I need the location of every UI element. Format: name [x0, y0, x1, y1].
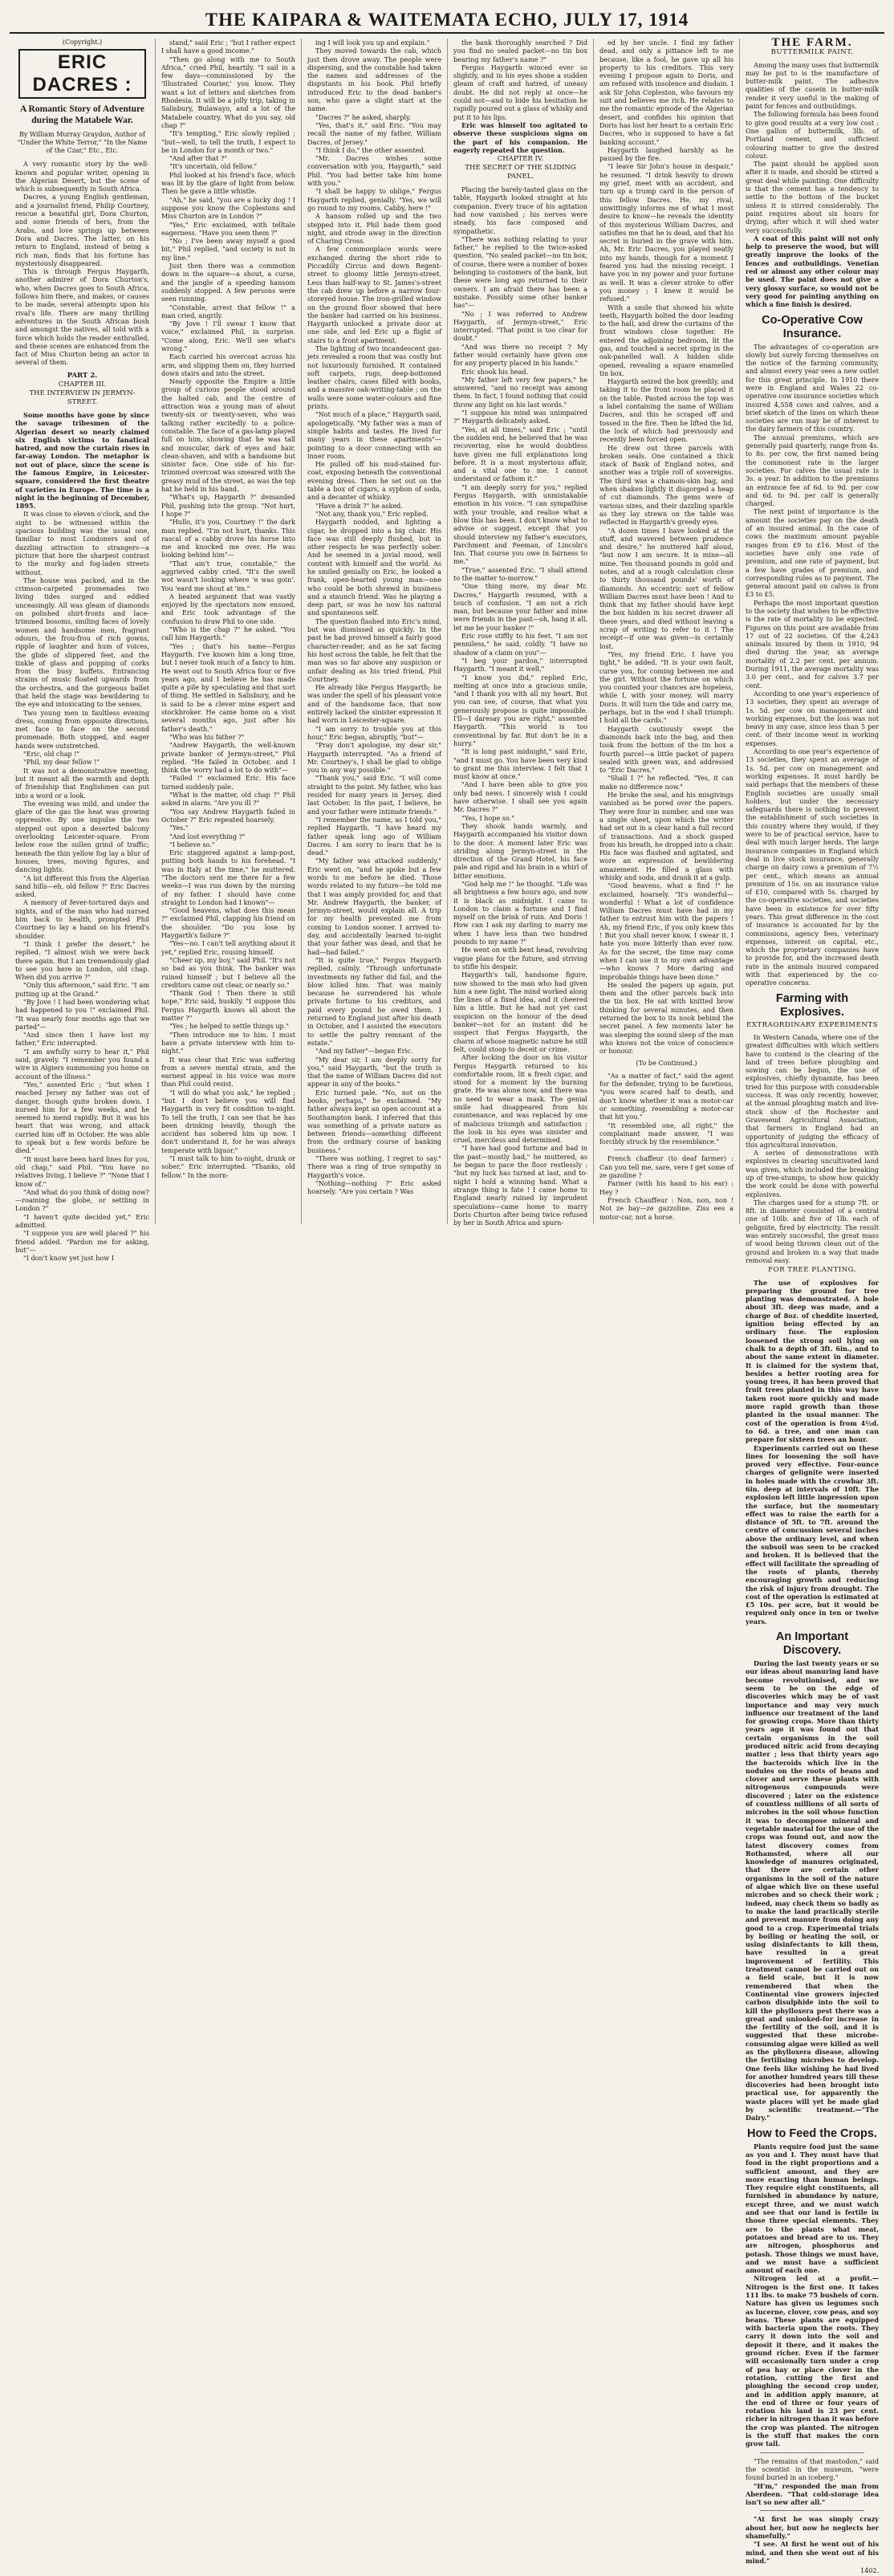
story-paragraph: "Then go along with me to South Africa," cried Phil, heartily. "I sail in a few days—commissioned by the 'Illustrated Courier,' you know. They want a lot of letters and sketches from Rhodesia. It will be a jolly trip, taking in Salisbury, Bulawayo, and a lot of the Matabele country. What do you say, old chap ?": [161, 55, 295, 129]
story-paragraph: "I don't know yet just how I: [23, 1254, 114, 1263]
serial-title: ERIC DACRES :: [18, 49, 146, 99]
story-paragraph: "One thing more, my dear Mr. Dacres," Haygarth resumed, with a touch of confusion. "I am not a rich man, but because your father and mine were friends in the past—oh, hang it all, let me be your banker !": [453, 582, 587, 632]
story-paragraph: "And what do you think of doing now?—roaming the globe, or settling in London ?": [15, 1187, 149, 1213]
story-paragraph: He already like Fergus Haygarth; he was under the spell of his pleasant voice and of the handsome face, that now entirely lacked the sinister expression it had worn in Leicester-square.: [307, 683, 441, 725]
feed-crops-title: How to Feed the Crops.: [747, 2126, 877, 2140]
farm-paragraph: In Western Canada, where one of the greatest difficulties with which settlers have to contend is the clearing of the land of trees before ploughing and sowing can be begun, the use of explosives, chiefly dynamite, has been tried for this purpose with considerable success. It was only recently, however, at the annual ploughing match and live-stock show of the Rochester and Gravesend Agricultural Association, that farmers in England had an opportunity of judging the efficacy of this agricultural innovation.: [746, 1032, 879, 1149]
story-paragraph: "Then introduce me to him. I must have a private interview with him to-night.": [161, 1030, 295, 1056]
chapter-title: THE SECRET OF THE SLIDING PANEL.: [465, 164, 576, 181]
divider: [760, 2510, 864, 2511]
story-paragraph: "Thank you," said Eric. "I will come straight to the point. My father, who has resided for many years in Jersey, died last October. In the past, I believe, he and your father were intimate friends.": [307, 774, 441, 816]
story-paragraph: "I haven't quite decided yet," Eric admitted.: [15, 1212, 149, 1229]
story-paragraph: "It is quite true," Fergus Haygarth replied, calmly. "Through unfortunate investments my father did fail, and the blow killed him. That was mainly because he surrendered his whole private fortune to his creditors, and paid every pound he owed them. I returned to England just after his death in October, and I assisted the executors to settle the paltry remnant of the estate.": [307, 955, 441, 1047]
story-paragraph: "My dear sir, I am deeply sorry for you," said Haygarth, "but the truth is that the name of William Dacres did not appear in any of the books.": [307, 1055, 441, 1089]
story-paragraph: He went on with bent head, revolving vague plans for the future, and striving to stifle his despair.: [453, 946, 587, 971]
story-paragraph: "Not any, thank you," Eric replied.: [315, 509, 429, 518]
chapter-heading: CHAPTER III.: [58, 380, 107, 389]
story-paragraph: "Yes.": [169, 824, 189, 832]
story-paragraph: "Dacres ?" he asked, sharply.: [315, 112, 412, 121]
farm-paragraph: Plants require food just the same as you and I. They must have that food in the right proportions and a sufficient amount, and they are more exacting than human beings. They require eight constituents, all furnished in abundance by nature, except three, and we must watch and see that our land is fertile in those three special elements. They are to the plants what meat, potatoes and bread are to us. They are nitrogen, phosphorus and potash. Those things we must have, and we must have a sufficient amount of each one.: [746, 2142, 879, 2275]
joke-paragraph: "H'm," responded the man from Aberdeen. "That cold-storage idea isn't so new after all.": [746, 2481, 879, 2507]
story-paragraph: "Thank God ! Then there is still hope," Eric said, huskily. "I suppose this Fergus Haygarth knows all about the matter ?": [161, 989, 295, 1023]
story-paragraph: ed by her uncle. I find my father dead, and only a pittance left to me because, like a fool, he gave up all his property to his creditors. This very evening I propose again to Doris, and am refused with insolence and disdain. I ask Sir John Copleston, who favours my suit and believes me rich. He relates to me the romantic episode of the Algerian desert, and confides his opinion that Doris has lost her heart to a certain Eric Dacres, who is supposed to have a fat banking account.": [599, 39, 733, 146]
story-paragraph: "You say Andrew Haygarth failed in October ?" Eric repeated hoarsely.: [161, 807, 295, 824]
joke-paragraph: "As a matter of fact," said the agent for the defender, trying to be facetious, "you were scared half to death, and don't know whether it was a motor-car or something, resembling a motor-car that hit you.": [599, 1071, 733, 1121]
story-paragraph: A memory of fever-tortured days and nights, and of the man who had nursed him back to health, prompted Phil Courtney to lay a hand on his friend's shoulder.: [15, 898, 149, 940]
story-paragraph: Just then there was a commotion down in the square—a shout, a curse, and the jangle of a speeding hansom suddenly stopped. A few persons were seen running.: [161, 262, 295, 303]
story-paragraph: Eric was himself too agitated to observe these suspicious signs on the part of his companion. He eagerly repeated the question.: [453, 120, 587, 154]
columns: [10, 36, 884, 2575]
farm-paragraph: According to one year's experience of 13 societies, they spent an average of 1s. 5d. per cow on management and working expenses. It must hardly be said perhaps that the members of these English societies are usually small holders, but under the necessary safeguards there is nothing to prevent the establishment of such societies in this country where they would, if they were to be of practical service, have to deal with much larger herds. The large insurance companies in England which deal in live stock insurance, generally charge on dairy cows a premium of 7½ per cent., which means an annual premium of 15s. on an insurance value of £10, compared with 5s. charged by the co-operative societies, and societies have been in existence for over fifty years. This great difference in the cost of insurance is accounted for by the commissions, agency fees, veterinary expenses, interest on capital, etc., which the proprietary companies have to provide for, and the increased death rate in the animals insured compared with that experienced by the co-operative concerns.: [746, 747, 879, 987]
story-paragraph: "And after that ?": [169, 154, 228, 163]
story-paragraph: It was close to eleven o'clock, and the sight to be witnessed within the spacious building was the usual one, familiar to most Londoners and of dazzling attraction to strangers—a picture that bore the sharpest contrast to the murky and fog-laden streets without.: [15, 510, 149, 576]
story-paragraph: He drew out three parcels with broken seals. One contained a thick stack of Bank of England notes, and another was a triple roll of sovereigns. The third was a chamois-skin bag, and when shaken lightly it disgorged a heap of cut diamonds. The gems were of various sizes, and their dazzling sparkle as they lay strewn on the table was reflected in Haygarth's greedy eyes.: [599, 443, 733, 527]
masthead: THE KAIPARA & WAITEMATA ECHO, JULY 17, 1914: [10, 8, 884, 34]
divider: [760, 2452, 864, 2453]
story-paragraph: Eric shook his head.: [461, 367, 529, 376]
story-paragraph: "True," assented Eric. "I shall attend to the matter to-morrow.": [453, 565, 587, 582]
story-paragraph: "And was there no receipt ? My father would certainly have given one for any property placed in his hands.": [453, 342, 587, 368]
story-paragraph: "I believe so.": [169, 840, 215, 848]
story-paragraph: After locking the door on his visitor Fergus Haygarth returned to his comfortable room, lit a fresh cigar, and stood for a moment by the burning grate. He was alone now, and there was no need to wear a mask. The genial smile had disappeared from his countenance, and was replaced by one of malicious triumph and satisfaction ; the look in his eyes was sinister and cruel, merciless and determined.: [453, 1053, 587, 1145]
story-paragraph: "What is the matter, old chap ?" Phil asked in alarm. "Are you ill ?": [161, 791, 295, 808]
story-paragraph: "And I have been able to give you only bad news. I sincerely wish I could have otherwise. I shall see you again Mr. Dacres ?": [453, 780, 587, 814]
story-paragraph: A heated argument that was vastly enjoyed by the spectators now ensued, and Eric took advantage of the confusion to draw Phil to one side.: [161, 592, 295, 625]
part-heading: PART 2.: [67, 371, 98, 380]
story-paragraph: "Eric, old chap !": [23, 750, 80, 759]
discovery-title: An Important Discovery.: [775, 1630, 849, 1658]
story-paragraph: "It is long past midnight," said Eric, "and I must go. You have been very kind to grant me this interview. I felt that I must know at once.": [453, 747, 587, 781]
intro-paragraph: Dacres, a young English gentleman, and a journalist friend, Philip Courtney, rescue a beautiful girl, Dora Churton, and some friends of hers, from the Arabs, and love springs up between Dora and Dacres. The latter, on his return to England, instead of being a rich man, finds that his fortune has mysteriously disappeared.: [15, 193, 149, 267]
joke-paragraph: French Chauffeur : Non, non, non ! Not ze hay—ze gazzoline. Ziss ees a motor-car, not a horse.: [599, 1195, 733, 1221]
story-paragraph: "Who was his father ?": [169, 732, 245, 741]
story-paragraph: "No ; I was referred to Andrew Haygarth, of Jermyn-street," Eric interrupted. "That point is too clear for doubt.": [453, 309, 587, 343]
story-paragraph: "Good heavens, what does this mean ?" exclaimed Phil, clapping his friend on the shoulder. "Do you lose by Haygarth's failure ?": [161, 906, 295, 940]
story-paragraph: "I think I prefer the desert," he replied. "I almost wish we were back there again. But I am tremendously glad to see you here in London, old chap. When did you arrive ?": [15, 939, 149, 982]
story-paragraph: "I shall be happy to oblige," Fergus Haygarth replied, genially. "Yes, we will go round to my rooms. Cabby, here !": [307, 187, 441, 212]
column-2: [156, 39, 302, 1224]
story-paragraph: "No ; I've been away myself a good bit," Phil replied, "and society is not in my line.": [161, 237, 295, 262]
story-paragraph: Two young men in faultless evening dress, coming from opposite directions, met face to face on the second promenade. Both stopped, and eager hands were outstretched.: [15, 708, 149, 750]
story-paragraph: "I think I do," the other assented.: [315, 145, 426, 154]
story-paragraph: "I remember the name, as I told you," replied Haygarth. "I have heard my father speak long ago of William Dacres. I am sorry to learn that he is dead.": [307, 815, 441, 857]
story-paragraph: "I am awfully sorry to hear it," Phil said, gravely. "I remember you found a wire in Algiers summoning you home on account of the illness.": [15, 1047, 149, 1080]
farm-paragraph: The charges used for a stump 7ft. or 8ft. in diameter consisted of a central one of 10lb. and five of 1lb. each of gelignite, fired by electricity. The result was entirely successful, the great mass of wood being thrown clean out of the ground and broken in a way that made removal easy.: [746, 1198, 879, 1264]
story-paragraph: He sealed the papers up again, put them and the other parcels back into the tin box. He sat with knitted brow thinking for several minutes, and then returned the box to its nook behind the secret panel. A few moments later he was sleeping the sound sleep of the man who knows not the voice of conscience or honour.: [599, 980, 733, 1056]
story-paragraph: "Who is the chap ?" he asked. "You call him Haygarth.": [161, 625, 295, 642]
buttermilk-paint-title: BUTTERMILK PAINT.: [770, 48, 854, 57]
story-paragraph: "Yes—no. I can't tell anything about it yet," replied Eric, rousing himself.: [161, 939, 295, 956]
story-paragraph: stand," said Eric ; "but I rather expect I shall have a good income.": [161, 39, 295, 55]
explosives-subtitle: EXTRAORDINARY EXPERIMENTS: [746, 1020, 878, 1029]
story-paragraph: With a smile that showed his white teeth, Haygarth bolted the door leading to the hall, and drew the curtains of the front windows close together. He entered the adjoining bedroom, lit the gas, and touched a secret spring in the oak-panelled wall. A hidden slide opened, revealing a square enamelled tin box.: [599, 303, 733, 377]
story-paragraph: Haygarth nodded, and lighting a cigar, he dropped into a big chair. His face was still deeply flushed, but in other respects he was perfectly sober. And he seemed in a jovial mood, well content with himself and the world. As he smiled genially on Eric, he looked a frank, open-hearted young man—one who could be both shrewd in business and a staunch friend. Was he playing a deep part, or was he now his natural and spontaneous self.: [307, 518, 441, 617]
farm-paragraph: The annual premiums, which are generally paid quarterly, range from 4s. to 8s. per cow, the first named being the commonest rate in the larger societies. For calves the usual rate is 3s. a year. In addition to the premiums an entrance fee of 6d. to 9d. per cow and 6d. to 9d. per calf is generally charged.: [746, 433, 879, 508]
chapter-heading: CHAPTER IV.: [497, 155, 544, 164]
story-paragraph: "Shall I ?" he reflected. "Yes, it can make no difference now.": [599, 774, 733, 791]
story-paragraph: "Yes, that's it," said Eric. "You may recall the name of my father, William Dacres, of Jersey.": [307, 120, 441, 146]
story-paragraph: "Yes ; he helped to settle things up.": [169, 1022, 290, 1031]
story-paragraph: "I leave Sir John's house in despair," he resumed. "I drink heavily to drown my grief, meet with an accident, and turn up a trump card in the person of this fellow Dacres. He, my rival, unwittingly informs me of what I most desire to know—he reveals the identity of this mysterious William Dacres, and satisfies me that he is dead, and that his secret is buried in the grave with him. Ah, Mr. Eric Dacres, you played neatly into my hands, though for a moment I feared you had the missing receipt. I have you in my power and your fortune as well. It was a clever stroke to offer you money ; I knew it would be refused.": [599, 162, 733, 303]
story-paragraph: Haygarth laughed harshly as he paused by the fire.: [599, 145, 733, 163]
farm-paragraph: The advantages of co-operation are slowly but surely forcing themselves on the notice of the farming community, and almost every year sees a new outlet for this great principle. In 1910 there were in England and Wales 22 co-operative cow insurance societies which insured 4,558 cows and calves, and a brief sketch of the lines on which these societies are run may be of interest to the dairy farmers of this country.: [746, 342, 879, 433]
chapter-title: THE INTERVIEW IN JERMYN-STREET.: [29, 389, 136, 406]
story-paragraph: "Constable, arrest that fellow !" a man cried, angrily.: [161, 303, 295, 319]
story-paragraph: "By Jove ! I'll swear I know that voice," exclaimed Phil, in surprise. "Come along, Eric. We'll see what's wrong.": [161, 319, 295, 352]
byline: By William Murray Graydon, Author of "Under the White Terror," "In the Name of the Czar," Etc., Etc.: [17, 131, 148, 155]
story-paragraph: "It's uncertain, old fellow.": [169, 162, 258, 171]
story-paragraph: "I suppose you are well placed ?" his friend added. "Pardon me for asking, but"—: [15, 1229, 149, 1254]
story-paragraph: "What's up, Haygarth ?" demanded Phil, pushing into the group. "Not hurt, I hope ?": [161, 493, 295, 518]
joke-paragraph: Farmer (with his hand to his ear) : Hey ?: [599, 1179, 733, 1196]
story-paragraph: "Yes," assented Eric ; "but when I reached Jersey my father was out of danger, though quite broken down. I nursed him for a few weeks, and he seemed to mend rapidly. But it was his heart that was wrong, and attack carried him off in October. He was able to speak but a few words before he died.": [15, 1080, 149, 1155]
story-paragraph: They shook hands warmly, and Haygarth accompanied his visitor down to the door. A moment later Eric was striding along Jermyn-street in the direction of the Grand Hotel, his face pale and rigid and his brain in a whirl of bitter emotions.: [453, 821, 587, 880]
story-paragraph: Nearly opposite the Empire a little group of curious people stood around the halted cab, and the centre of attraction was a young man of about twenty-six or twenty-seven, who was talking rather excitedly to a police-constable. The face of a gas-lamp played full on him, showing that he was tall and muscular, dark of eyes and hair, clean-shaven, and with a handsome but sinister face. One side of his fur-trimmed overcoat was smeared with the greasy mud of the street, as was the top hat he held in his hand.: [161, 377, 295, 494]
story-paragraph: Placing the barely-tasted glass on the table, Haygarth looked straight at his companion. Every trace of his agitation had now vanished ; his nerves were steady, his face composed and sympathetic.: [453, 185, 587, 235]
story-paragraph: It was clear that Eric was suffering from a severe mental strain, and the earnest appeal in his voice was more than Phil could resist.: [161, 1055, 295, 1089]
farm-paragraph: Among the many uses that buttermilk may be put to is the manufacture of butter-milk paint. The adhesive qualities of the casein in butter-milk render it very useful in the making of paint for fences and outbuildings.: [746, 60, 879, 111]
farm-paragraph: The following formula has been found to give good results at a very low cost : One gallon of buttermilk, 3lb. of Portland cement, and sufficient colouring matter to give the desired colour.: [746, 110, 879, 160]
column-1: [10, 39, 156, 1263]
story-paragraph: "By Jove ! I had been wondering what had happened to you !" exclaimed Phil. "It was nearly four months ago that we parted"—: [15, 997, 149, 1031]
farm-paragraph: A coat of this paint will not only help to preserve the wood, but will greatly improve the looks of the fences and outbuildings. Venetian red or almost any other colour may be used. The paint does not give a very glossy surface, so would not be very good for painting anything on which a fine finish is desired.: [746, 234, 879, 309]
story-paragraph: "A bit different this from the Algerian sand hills—eh, old fellow ?" Eric Dacres asked.: [15, 873, 149, 899]
story-paragraph: "My father left very few papers," he answered, "and no receipt was among them. In fact, I found nothing that could throw any light on his last words.": [453, 375, 587, 409]
story-paragraph: the bank thoroughly searched ? Did you find no sealed packet—no tin box bearing my father's name ?": [453, 39, 587, 63]
story-paragraph: "Hullo, it's you, Courtney !" the dark man replied. "I'm not hurt, thanks. This rascal of a cabby drove his horse into me and knocked me over. He was looking behind him"—: [161, 518, 295, 560]
story-paragraph: Each carried his overcoat across his arm, and slipping them on, they hurried down stairs and into the street.: [161, 352, 295, 377]
story-paragraph: "I am deeply sorry for you," replied Fergus Haygarth, with unmistakable emotion in his voice. "I can sympathise with your trouble, and realise what a blow this has been. I don't know what to advise or suggest, except that you should interview my father's executors, Parchment and Feeman, of Lincoln's Inn. That course you owe in fairness to me.": [453, 482, 587, 566]
story-paragraph: "There was nothing, I regret to say." There was a ring of true sympathy in Haygarth's voice.: [307, 1154, 441, 1179]
farm-paragraph: The use of explosives for preparing the ground for tree planting was demonstrated. A hole about 3ft. deep was made, and a charge of 8oz. of cheddite inserted, ignition being effected by an ordinary fuse. The explosion loosened the strong soil lying on chalk to a depth of 3ft. 6in., and to about the same extent in diameter. It is claimed for the system that, besides a better rooting area for young trees, it has been proved that fruit trees planted in this way have taken root more quickly and made more rapid growth than those planted in the usual manner. The cost of the operation is from 4½d. to 6d. a tree, and one man can prepare for sixteen trees an hour.: [746, 1278, 879, 1444]
coop-insurance-title: Co-Operative Cow Insurance.: [762, 313, 863, 340]
story-paragraph: "Not much of a place," Haygarth said, apologetically. "My father was a man of simple habits and tastes. He lived for many years in these apartments"—pointing to a door connecting with an inner room.: [307, 410, 441, 460]
story-paragraph: "It's tempting," Eric slowly replied ; "but—well, to tell the truth, I expect to be in London for a month or two.": [161, 129, 295, 154]
copyright-line: (Copyright.): [62, 39, 103, 46]
story-paragraph: Eric staggered against a lamp-post, putting both hands to his forehead. "I was in Italy at the time," he muttered. "The doctors sent me there for a few weeks—I was run down by the nursing of my father. I should have come straight to London had I known"—: [161, 848, 295, 906]
story-paragraph: "I will do what you ask," he replied ; "but I don't believe you will find Haygarth in very fit condition to-night. To tell the truth, I can see that he has been drinking heavily, though the accident has sobered him up now. I don't understand it, for he was always temperate with liquor.": [161, 1088, 295, 1154]
story-paragraph: "Only this afternoon," said Eric. "I am putting up at the Grand.": [15, 981, 149, 998]
farm-heading: THE FARM.: [771, 36, 853, 49]
story-paragraph: "I have had good fortune and bad in the past—mostly bad," he muttered, as he began to pace the floor restlessly : "but my luck has turned at last, and to-night I hold a winning hand. What a strange thing is fate ! I came home to England nearly ruined by imprudent speculations—came home to marry Doris Churton after being twice refused by her in South Africa and spurn-: [453, 1144, 587, 1227]
joke-paragraph: French chaffeur (to deaf farmer) : Can you tell me, sare, vere I get some of ze gazoline ?: [599, 1154, 733, 1180]
story-paragraph: "Yes, I hope so.": [461, 813, 515, 822]
story-paragraph: "There was nothing relating to your father," he replied to the twice-asked question. "No sealed packet—no tin box, of course, there were a number of boxes belonging to customers of the bank, but these were long ago returned to their owners. I am afraid there has been a mistake. Possibly some other banker has"—: [453, 234, 587, 310]
column-3: [302, 39, 448, 1224]
story-paragraph: "My father was attacked suddenly," Eric went on, "and he spoke but a few words to me before he died. Those words related to my future—he told me that I was amply provided for, and that Mr. Andrew Haygarth, the banker, of Jermyn-street, would explain all. A trip for my health prevented me from coming to London sooner. I arrived to-day, and accidentally learned to-night that your father was dead, and that he had—had failed.": [307, 857, 441, 956]
story-paragraph: "Yes," Eric exclaimed, with telltale eagerness. "Have you seen them ?": [161, 220, 295, 237]
story-paragraph: Haygarth seized the box greedily, and taking it to the front room he placed it on the table. Pasted across the top was a label containing the name of William Dacres, and this he scraped off and tossed in the fire. Then he lifted the lid, the lock of which had previously and recently been forced open.: [599, 377, 733, 444]
column-5: [594, 39, 740, 1224]
joke-paragraph: "I see. At first he went out of his mind, and then she went out of his mind.": [746, 2540, 879, 2565]
story-paragraph: Fergus Haygarth winced ever so slightly, and in his eyes shone a sudden gleam of craft and hatred, of uneasy doubt. He did not reply at once—he could not—and to hide his hesitation he rapidly poured out a glass of whisky and put it to his lips.: [453, 63, 587, 121]
to-be-continued: (To be Continued.): [636, 1058, 697, 1067]
story-paragraph: Eric rose stiffly to his feet. "I am not penniless," he said, coldly. "I have no shadow of a claim on you"—: [453, 632, 587, 657]
story-paragraph: ing I will look you up and explain.": [315, 39, 430, 47]
joke-paragraph: "At first he was simply crazy about her, but now he neglects her shamefully.": [746, 2515, 879, 2541]
story-paragraph: The house was packed, and in the crimson-carpeted promenades two living tides surged and eddied unceasingly. All was gleam of diamonds on polished shirt-fronts and lace-trimmed bosoms, smiling faces of lovely women and handsome men, fragrant odours, the frou-frou of rich gowns, ripple of laughter and hum of voices, the glide of slippered feet, and the tinkle of glass and popping of corks from the busy buffets. Entrancing strains of music floated upwards from the orchestra, and the gorgeous ballet that held the stage was bewildering to the eye and intoxicating to the senses.: [15, 576, 149, 709]
column-6: [740, 36, 884, 2575]
story-paragraph: It was not a demonstrative meeting, but it meant all the warmth and depth of friendship that Englishmen can put into a word or a look.: [15, 766, 149, 800]
story-paragraph: "I must talk to him to-night, drunk or sober," Eric interrupted. "Thanks, old fellow." In the morn-: [161, 1154, 295, 1179]
story-paragraph: "Good heavens, what a find !" he exclaimed, hoarsely. "It's wonderful—wonderful ! What a lot of confidence William Dacres must have had in my father to entrust him with the papers ! Ah, my friend Eric, if you only knew this ! But you shall never know, I swear it. I hate you more bitterly than ever now. As for the secret, the time may come when I can use it to my own advantage—who knows ? More daring and improbable things have been done.": [599, 881, 733, 981]
story-paragraph: "God help me !" he thought. "Life was all brightness a few hours ago, and now it is black as midnight. I came to London to claim a fortune and I find myself on the brink of ruin. And Doris ! How can I ask my darling to marry me when I have less than two hundred pounds to my name ?": [453, 879, 587, 946]
story-paragraph: Haygarth's tall, handsome figure, now showed to the man who had given him a new light. The mind worked along the lines of a fixed idea, and it cheered him a little. But he had not yet cast suspicion on the honour of the dead banker—not for an instant did he suspect that Fergus Haygarth, the charm of whose magnetic nature he still felt, could stoop to deceit or crime.: [453, 971, 587, 1053]
story-paragraph: "Phil, my dear fellow !": [23, 758, 100, 767]
story-paragraph: "I beg your pardon," interrupted Haygarth. "I meant it well.": [453, 656, 587, 674]
farm-paragraph: The next point of importance is the amount the societies pay on the death of an insured animal. In the case of cows the maximum amount payable ranges from £9 to £16. Most of the societies have only one rate of premium, and one rate of payment, but a few have grades of premium, and corresponding rules as to payment. The general amount paid on calves is from £3 to £5.: [746, 507, 879, 599]
story-paragraph: "Ah," he said, "you are a lucky dog ! I suppose you know the Coplestons and Miss Churton are in London ?": [161, 195, 295, 221]
story-paragraph: A few commonplace words were exchanged during the short ride to Piccadilly Circus and down Regent-street to gloomy little Jermyn-street. Less than half-way to St. James's-street the cab drew up before a narrow four-storeyed house. The iron-grilled window on the ground floor showed that here the banker had carried on his business. Haygarth unlocked a private door at one side, and led Eric up a flight of stairs to a front apartment.: [307, 245, 441, 344]
joke-paragraph: "The remains of that mastodon," said the scientist in the museum, "were found buried in an iceberg.": [746, 2456, 879, 2482]
story-paragraph: "Yes, my friend Eric, I have you tight," he added. "It is your own fault, curse you, for coming between me and the girl. Without the fortune on which you counted your chances are hopeless, while I, with your money, will marry Doris. It will turn the tide and carry me, perhaps, but in the end I shall triumph. I hold all the cards.": [599, 649, 733, 725]
story-paragraph: "Failed !" exclaimed Eric. His face turned suddenly pale.: [161, 774, 295, 791]
serial-subtitle: A Romantic Story of Adventure during the Matabele War.: [19, 104, 145, 126]
farm-paragraph: Experiments carried out on these lines for loosening the soil have proved very effective. Four-ounce charges of gelignite were inserted in holes made with the crowbar 3ft. 6in. deep at intervals of 10ft. The explosion left little impression upon the surface, but the momentary effect was to raise the earth for a distance of 5ft. to 7ft. around the centre of concussion several inches above the ordinary level, and when the subsoil was seen to be cracked and broken. It is believed that the effect will facilitate the spreading of the roots of plants, thereby encouraging growth and reducing the risk of injury from drought. The cost of the operation is estimated at £5 10s. per acre, but it would be required only once in ten or twelve years.: [746, 1443, 879, 1626]
story-paragraph: "Nothing—nothing ?" Eric asked hoarsely. "Are you certain ? Was: [307, 1178, 441, 1196]
story-paragraph: "Yes, at all times," said Eric ; "until the sudden end, he believed that he was recovering, else he would doubtless have given me full explanations long before. It is a most mysterious affair, and a vital one to me. I cannot understand or fathom it.": [453, 425, 587, 483]
story-paragraph: "I suppose his mind was unimpaired ?" Haygarth delicately asked.: [453, 409, 587, 425]
tree-planting-title: FOR TREE PLANTING.: [768, 1266, 856, 1275]
story-paragraph: "Cheer up, my boy," said Phil. "It's not so bad as you think. The banker was ruined himself ; but I believe all the creditors came out clear, or nearly so.": [161, 955, 295, 989]
story-paragraph: "I am sorry to trouble you at this hour," Eric began, abruptly, "but"—: [307, 724, 441, 741]
story-paragraph: "I know you did," replied Eric, melting at once into a gracious smile, "and I thank you with all my heart. But you can see, of course, that what you generously propose is quite impossible. I'll—I daresay you are right," assented Haygarth. "This world is too conventional by far. But don't be in a hurry.": [453, 673, 587, 747]
story-paragraph: "Have a drink ?" he asked.: [315, 501, 403, 510]
farm-paragraph: During the last twenty years or so our ideas about manuring land have become revolutionised, and we seem to be on the edge of discoveries which may be of vast importance and may very much influence our treatment of the land for growing crops. More than thirty years ago it was found out that certain organisms in the soil produced nitric acid from decaying matter ; less that thirty years ago the bacteroids which live in the nodules on the roots of beans and clover and serve these plants with nitrogenous compounds were discovered ; later on the existence of countless millions of all sorts of microbes in the soil whose function it was to decompose mineral and vegetable material for the use of the crops was found out, and now the latest discovery comes from Rothamsted, where all our knowledge of manures originated, that there are certain other organisms in the soil of the nature of algae which live on these useful microbes and so check their work ; indeed, may check them so badly as to make the land practically sterile and prevent manure from doing any good to a crop. Experimental trials by boiling or heating the soil, or using disinfectants to kill them, have resulted in a great improvement of fertility. This treatment cannot be carried out on a field scale, but it is now remembered that when the Continental vine growers injected carbon disulphide into the soil to kill the phylloxera pest there was a great and unlooked-for increase in the fertility of the soil, and it is suggested that these microbe-consuming algae were killed as well as the phylloxera disease, allowing the fertilising microbes to develop. One feels like wishing he had lived for another hundred years till these discoveries had been brought into practical use, for apparently the waste places will yet be made glad by scientific treatment.—"The Dairy.": [746, 1659, 879, 2122]
story-paragraph: Phil looked at his friend's face, which was lit by the glare of light from below. Then he gave a little whistle.: [161, 170, 295, 196]
intro-paragraph: This is through Fergus Haygarth, another admirer of Dora Churton's, who, when Dacres goes to South Africa, follows him there, and makes, or causes to be made, several attempts upon his rival's life. There are many thrilling adventures in the South African bush and amongst the natives, all told with a force which holds the reader enthralled, and these scenes are enhanced from the fact of Miss Churton being an actor in several of them.: [15, 267, 149, 367]
story-paragraph: Haygarth cautiously swept the diamonds back into the bag, and then took from the bottom of the tin box a fourth parcel—a little packet of papers sealed with green wax, and addressed to "Eric Dacres.": [599, 724, 733, 775]
farm-paragraph: According to one year's experience of 13 societies, they spent an average of 1s. 5d. per cow on management and working expenses, but the loss was not heavy in any case, since less than 5 per cent. of their income went in working expenses.: [746, 689, 879, 747]
explosives-title: Farming with Explosives.: [775, 991, 849, 1019]
story-paragraph: Eric turned pale. "No, not on the books, perhaps," he exclaimed. "My father always kept an open account at a Southampton bank. I inferred that this was something of a private nature as between friends—something different from the ordinary course of banking business.": [307, 1088, 441, 1154]
story-paragraph: The evening was mild, and under the glare of the gas the heat was growing oppressive. By one impulse the two stepped out upon a deserted balcony overlooking Leicester-square. From below rose the sullen grind of traffic; beneath the thin yellow fog lay a blur of houses, trees, moving figures, and dancing lights.: [15, 799, 149, 874]
intro-paragraph: A very romantic story by the well-known and popular writer, opening in the Algerian Desert, but the scene of which is subsequently in South Africa.: [15, 160, 149, 193]
story-paragraph: They moved towards the cab, which just then drove away. The people were dispersing, and the constable had taken the names and addresses of the disputants in his book. Phil briefly introduced Eric to the dead banker's son, who gave a slight start at the name.: [307, 47, 441, 113]
story-paragraph: The lighting of two incandescent gas-jets revealed a room that was costly but not luxuriously furnished. It contained soft carpets, rugs, deep-bottomed leather chairs, cases filled with books, and a massive oak-writing-table ; on the walls were some water-colours and fine prints.: [307, 344, 441, 411]
joke-paragraph: "It resembled one, all right," the complainant made answer, "I was forcibly struck by the resemblance.": [599, 1121, 733, 1146]
story-paragraph: He broke the seal, and his misgivings vanished as he pored over the papers. They were four in number, and one was a single sheet, upon which the writer had set out in a clear hand a full record of transactions. And a shock gasped from his breath, he dropped into a chair. His face was flushed and agitated, and wore an expression of bewildering amazement. He filled a glass with whisky and soda, and drank it at a gulp.: [599, 791, 733, 881]
story-paragraph: A hansom rolled up and the two stepped into it. Phil bade them good night, and strode away in the direction of Charing Cross.: [307, 212, 441, 246]
story-paragraph: Some months have gone by since the savage tribesmen of the Algerian desert so nearly claimed six English victims to fanatical hatred, and now the curtain rises in far-away London. The metaphor is not out of place, since the scene is the famous Empire, in Leicester-square, considered the first theatre of varieties in Europe. The time is a night in the beginning of December, 1895.: [15, 410, 149, 511]
story-paragraph: "And my father"—began Eric.: [315, 1047, 413, 1056]
figure-number: 1402.: [860, 2567, 879, 2575]
story-paragraph: "Mr. Dacres wishes some conversation with you, Haygarth," said Phil. "You had better take him home with you.": [307, 154, 441, 188]
farm-paragraph: Perhaps the most important question to the society that wishes to be effective is the rate of mortality to be expected. Figures on this point are available from 17 out of 22 societies. Of the 4,243 animals insured by them in 1910, 94 died during the year, an average mortality of 2.2 per cent. per annum. During 1911, the average mortality was 3.0 per cent., and for calves 3.7 per cent.: [746, 598, 879, 690]
story-paragraph: "It must have been hard lines for you, old chap," said Phil. "You have no relatives living, I believe ?" "None that I know of.": [15, 1154, 149, 1188]
column-4: [448, 39, 594, 1227]
story-paragraph: "That ain't true, constable," the aggrieved cabby cried. "It's the swell wot wasn't looking where 'e was goin'. You 'eard me shout at 'im.": [161, 559, 295, 592]
story-paragraph: He pulled off his mud-stained fur-coat, exposing beneath the conventional evening dress. Then he set out on the table a box of cigars, a syphon of soda, and a decanter of whisky.: [307, 460, 441, 502]
farm-paragraph: The paint should be applied soon after it is made, and should be stirred a great deal while painting. One difficulty is that the cement has a tendency to settle to the bottom of the bucket unless it is stirred considerably. The paint requires about six hours for drying, after which it will shed water very successfully.: [746, 160, 879, 234]
farm-paragraph: A series of demonstrations with explosives in clearing uncultivated land was given, which included the breaking up of tree-stumps, to show how quickly the work could be done with powerful explosives.: [746, 1149, 879, 1198]
story-paragraph: "Yes ; that's his name—Fergus Haygarth. I've known him a long time, but I never took much of a fancy to him. He went out to South Africa four or five years ago, and I believe he has made quite a pile by speculating and that sort of thing. He settled in Salisbury, and he is said to be a clever mine expert and stockbroker. He came home on a visit several months ago, just after his father's death.": [161, 641, 295, 733]
story-paragraph: The question flashed into Eric's mind, but was dismissed as quickly. In the past he had proved himself a fairly good character-reader, and as he sat facing his host across the table, he felt that the man was so far above any suspicion or unfair dealing as his tried friend, Phil Courtney.: [307, 617, 441, 683]
story-paragraph: "Andrew Haygarth, the well-known private banker of Jermyn-street," Phil replied. "He failed in October, and I think the worry had a lot to do with"—: [161, 741, 295, 775]
story-paragraph: "A dozen times I have looked at the stuff, and wavered between prudence and desire," he muttered half aloud, "but now I am secure. It is mine—all mine. Ten thousand pounds in gold and notes, and at a rough calculation close to thirty thousand pounds' worth of diamonds. An eccentric sort of fellow William Dacres must have been ! And to think that my father should have kept the box hidden in his secret drawer all these years, and died without leaving a scrap of writing to refer to it ! The receipt—if one was given—is certainly lost.: [599, 526, 733, 650]
story-paragraph: "And since then I have lost my father," Eric interrupted.: [15, 1031, 149, 1048]
farm-paragraph: Nitrogen led at a profit.—Nitrogen is the first one. It takes 111 lbs. to make 75 bushels of corn. Nature has given us legumes such as lucerne, clover, cow peas, and soy beans. These plants are equipped with bacteria upon the roots. They carry it down into the soil and deposit it there, and it makes the ground richer. Even if the farmer will occasionally turn under a crop of pea hay or place clover in the rotation, cutting the first and ploughing the second crop under, and in addition apply manure, at the end of three or four years of rotation his land is 23 per cent. richer in nitrogen than it was before the crop was planted. The nitrogen is the stuff that makes the corn grow tall.: [746, 2274, 879, 2448]
story-paragraph: "Pray don't apologise, my dear sir," Haygarth interrupted. "As a friend of Mr. Courtney's, I shall be glad to oblige you in any way possible.": [307, 741, 441, 775]
story-paragraph: "And lost everything ?": [169, 832, 246, 840]
